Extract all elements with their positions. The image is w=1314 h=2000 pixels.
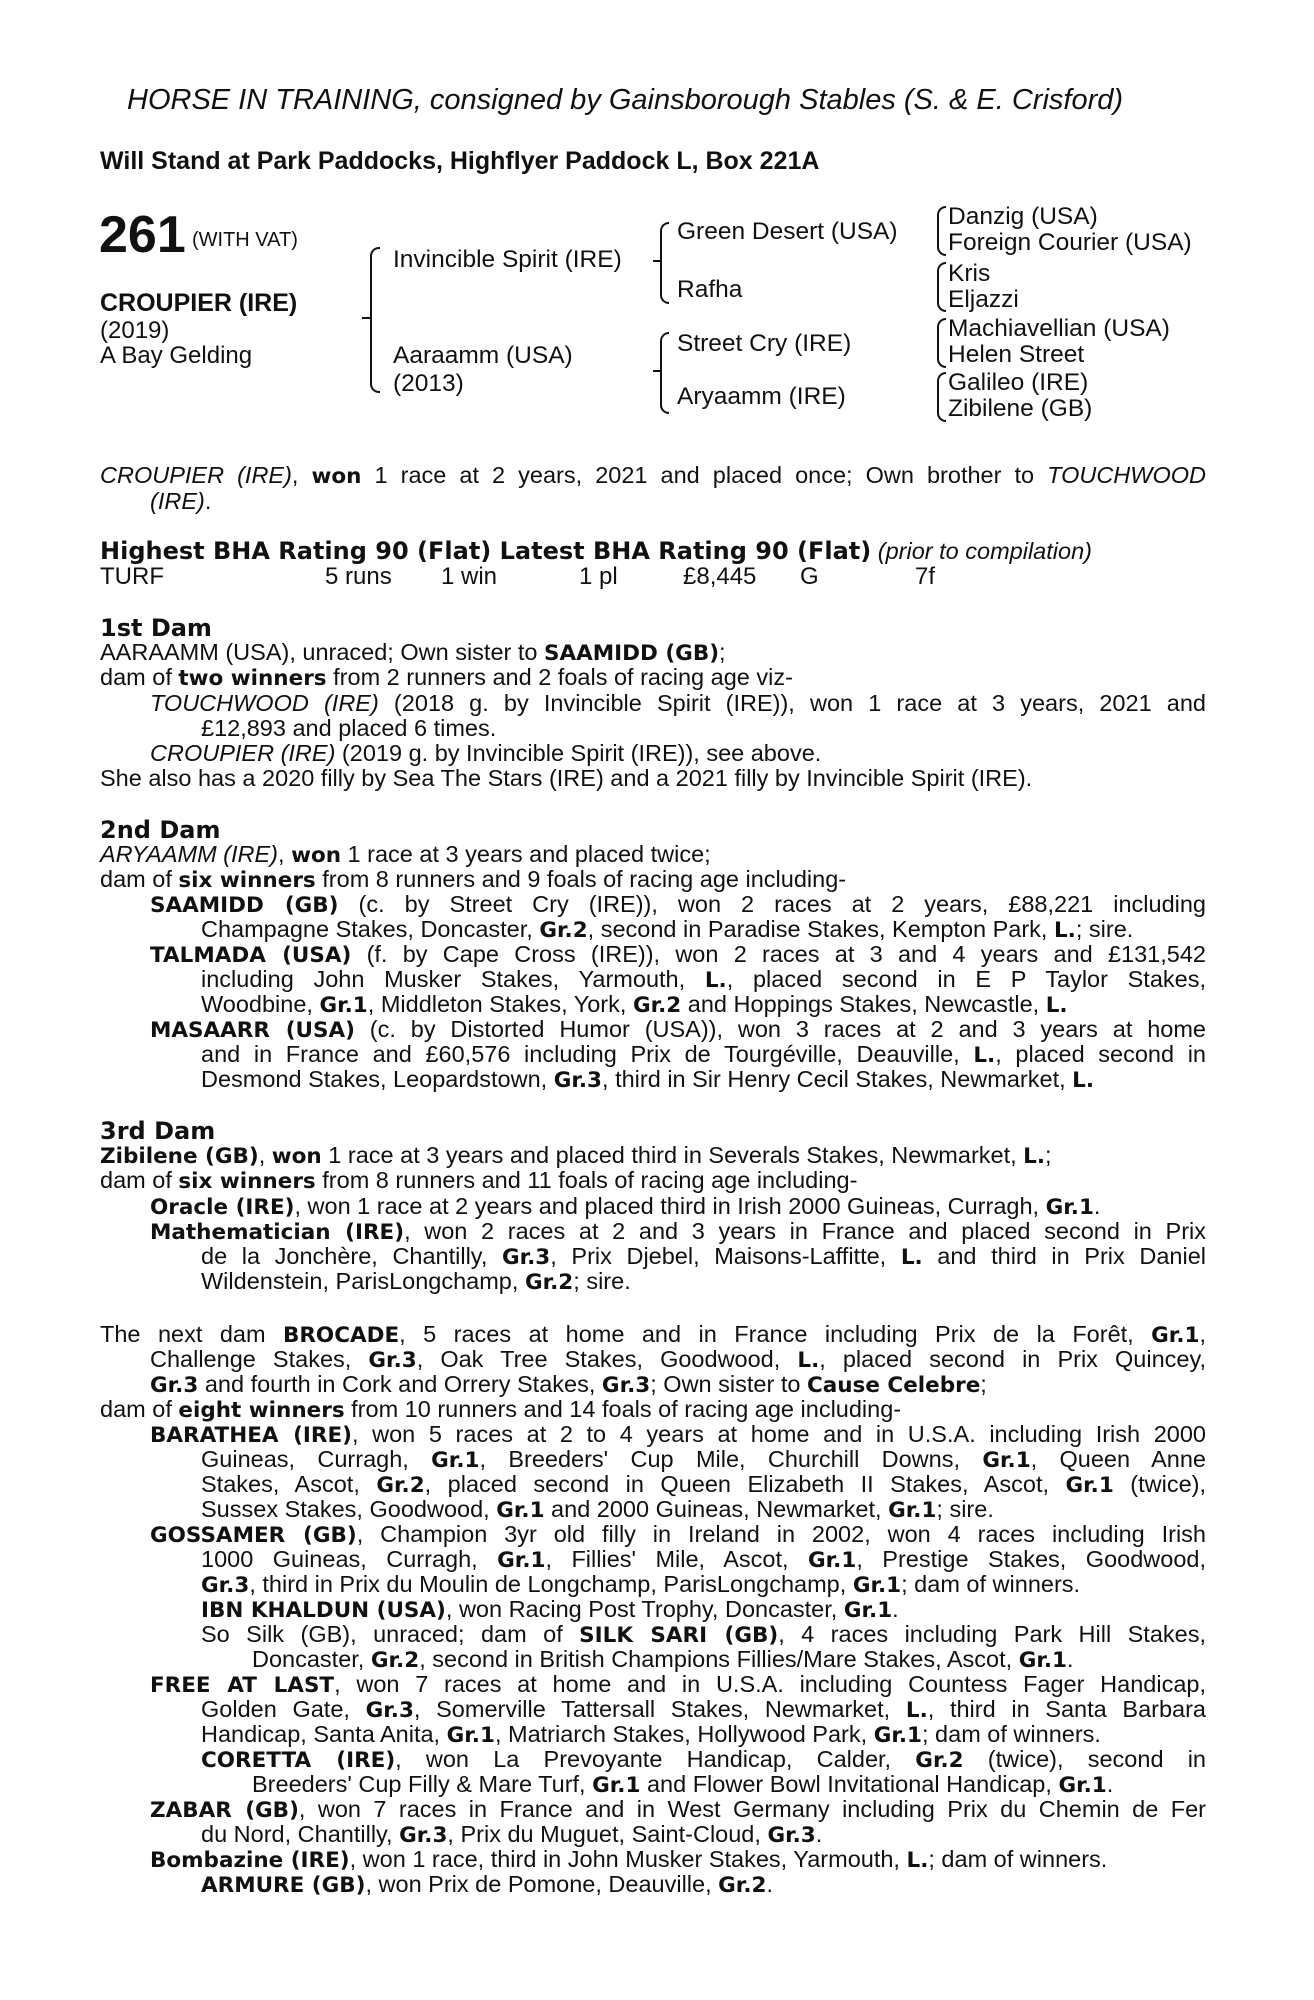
section-heading: 2nd Dam	[100, 816, 221, 844]
dam-line: SAAMIDD (GB) (c. by Street Cry (IRE)), won 2 races at 2 years, £88,221 including	[150, 891, 1206, 918]
race-summary-cont: (IRE).	[150, 488, 212, 514]
dam-line: She also has a 2020 filly by Sea The Stars (IRE) and a 2021 filly by Invincible Spirit (IRE).	[100, 765, 1033, 791]
dam-line: Gr.3 and fourth in Cork and Orrery Stakes, Gr.3; Own sister to Cause Celebre;	[150, 1371, 987, 1398]
lot-number: 261	[99, 206, 186, 264]
record-wins: 1 win	[441, 563, 498, 590]
dam-dam: Aryaamm (IRE)	[677, 383, 846, 410]
sire: Invincible Spirit (IRE)	[393, 246, 622, 273]
grandsire-7: Galileo (IRE)	[948, 369, 1089, 396]
dam-line: and in France and £60,576 including Prix de Tourgéville, Deauville, L., placed second in	[201, 1041, 1207, 1068]
dam-line: Breeders' Cup Filly & Mare Turf, Gr.1 and Flower Bowl Invitational Handicap, Gr.1.	[252, 1771, 1114, 1798]
dam-line: 1000 Guineas, Curragh, Gr.1, Fillies' Mile, Ascot, Gr.1, Prestige Stakes, Goodwood,	[201, 1546, 1206, 1573]
bha-rating: Highest BHA Rating 90 (Flat) Latest BHA Rating 90 (Flat) (prior to compilation)	[100, 537, 1092, 565]
record-going: G	[800, 563, 819, 590]
dam-line: ZABAR (GB), won 7 races in France and in West Germany including Prix du Chemin de Fer	[150, 1796, 1206, 1823]
dam-line: ARYAAMM (IRE), won 1 race at 3 years and placed twice;	[100, 841, 711, 868]
dam-line: Handicap, Santa Anita, Gr.1, Matriarch Stakes, Hollywood Park, Gr.1; dam of winners.	[201, 1721, 1101, 1748]
record-distance: 7f	[915, 563, 936, 590]
dam-line: dam of six winners from 8 runners and 11 foals of racing age including-	[100, 1167, 858, 1194]
section-heading: 1st Dam	[100, 614, 212, 642]
stand-location: Will Stand at Park Paddocks, Highflyer Paddock L, Box 221A	[100, 147, 820, 175]
grandsire-1: Danzig (USA)	[948, 203, 1098, 230]
grandsire-3: Kris	[948, 260, 991, 287]
horse-year: (2019)	[100, 317, 170, 344]
dam-line: TALMADA (USA) (f. by Cape Cross (IRE)), won 2 races at 3 and 4 years and £131,542	[150, 941, 1206, 968]
pedigree-brace-tip	[362, 317, 371, 319]
dam-line: FREE AT LAST, won 7 races at home and in U.S.A. including Countess Fager Handicap,	[150, 1671, 1206, 1698]
pedigree-brace	[660, 222, 669, 304]
horse-name: CROUPIER (IRE)	[100, 289, 298, 317]
dam-line: Stakes, Ascot, Gr.2, placed second in Queen Elizabeth II Stakes, Ascot, Gr.1 (twice),	[201, 1471, 1207, 1498]
dam-line: dam of six winners from 8 runners and 9 foals of racing age including-	[100, 866, 847, 893]
dam-line: Desmond Stakes, Leopardstown, Gr.3, third in Sir Henry Cecil Stakes, Newmarket, L.	[201, 1066, 1095, 1093]
dam-line: du Nord, Chantilly, Gr.3, Prix du Muguet, Saint-Cloud, Gr.3.	[201, 1821, 823, 1848]
dam-line: MASAARR (USA) (c. by Distorted Humor (USA)), won 3 races at 2 and 3 years at home	[150, 1016, 1206, 1043]
sire-dam: Rafha	[677, 276, 743, 303]
pedigree-brace	[937, 372, 946, 422]
dam-year: (2013)	[393, 370, 464, 397]
dam-line: IBN KHALDUN (USA), won Racing Post Trophy, Doncaster, Gr.1.	[201, 1596, 899, 1623]
record-prize: £8,445	[683, 563, 757, 590]
dam-line: Woodbine, Gr.1, Middleton Stakes, York, Gr.2 and Hoppings Stakes, Newcastle, L.	[201, 991, 1068, 1018]
dam-line: Challenge Stakes, Gr.3, Oak Tree Stakes, Goodwood, L., placed second in Prix Quincey,	[150, 1346, 1206, 1373]
dam-line: £12,893 and placed 6 times.	[201, 715, 497, 741]
grandsire-8: Zibilene (GB)	[948, 395, 1093, 422]
section-heading: 3rd Dam	[100, 1117, 216, 1145]
pedigree-brace	[660, 332, 669, 414]
dam-line: Guineas, Curragh, Gr.1, Breeders' Cup Mile, Churchill Downs, Gr.1, Queen Anne	[201, 1446, 1206, 1473]
horse-description: A Bay Gelding	[100, 342, 253, 369]
dam-line: de la Jonchère, Chantilly, Gr.3, Prix Djebel, Maisons-Laffitte, L. and third in Prix Daniel	[201, 1243, 1207, 1270]
dam-line: Champagne Stakes, Doncaster, Gr.2, second in Paradise Stakes, Kempton Park, L.; sire.	[201, 916, 1134, 943]
grandsire-5: Machiavellian (USA)	[948, 315, 1170, 342]
dam-line: Mathematician (IRE), won 2 races at 2 and 3 years in France and placed second in Prix	[150, 1218, 1207, 1245]
grandsire-4: Eljazzi	[948, 286, 1019, 313]
record-surface: TURF	[100, 563, 164, 590]
dam-line: AARAAMM (USA), unraced; Own sister to SAAMIDD (GB);	[100, 639, 726, 666]
grandsire-2: Foreign Courier (USA)	[948, 229, 1192, 256]
dam-line: Golden Gate, Gr.3, Somerville Tattersall Stakes, Newmarket, L., third in Santa Barbara	[201, 1696, 1206, 1723]
dam-line: GOSSAMER (GB), Champion 3yr old filly in Ireland in 2002, won 4 races including Irish	[150, 1521, 1206, 1548]
dam-line: CROUPIER (IRE) (2019 g. by Invincible Spirit (IRE)), see above.	[150, 740, 822, 766]
dam-line: Wildenstein, ParisLongchamp, Gr.2; sire.	[201, 1268, 631, 1295]
dam-line: including John Musker Stakes, Yarmouth, L., placed second in E P Taylor Stakes,	[201, 966, 1206, 993]
record-places: 1 pl	[579, 563, 618, 590]
page-title: HORSE IN TRAINING, consigned by Gainsborough Stables (S. & E. Crisford)	[127, 84, 1124, 116]
sire-sire: Green Desert (USA)	[677, 218, 898, 245]
dam-line: The next dam BROCADE, 5 races at home and in France including Prix de la Forêt, Gr.1,	[100, 1321, 1206, 1348]
dam-line: CORETTA (IRE), won La Prevoyante Handicap, Calder, Gr.2 (twice), second in	[201, 1746, 1206, 1773]
race-summary: CROUPIER (IRE), won 1 race at 2 years, 2021 and placed once; Own brother to TOUCHWOOD	[100, 462, 1206, 489]
pedigree-brace	[370, 247, 380, 393]
dam-line: TOUCHWOOD (IRE) (2018 g. by Invincible Spirit (IRE)), won 1 race at 3 years, 2021 and	[150, 690, 1206, 716]
pedigree-brace-tip	[653, 260, 662, 262]
dam-line: Bombazine (IRE), won 1 race, third in John Musker Stakes, Yarmouth, L.; dam of winners.	[150, 1846, 1108, 1873]
pedigree-brace-tip	[653, 370, 662, 372]
dam-line: dam of eight winners from 10 runners and 14 foals of racing age including-	[100, 1396, 902, 1423]
dam-line: Zibilene (GB), won 1 race at 3 years and placed third in Severals Stakes, Newmarket, L.;	[100, 1142, 1052, 1169]
dam-line: BARATHEA (IRE), won 5 races at 2 to 4 years at home and in U.S.A. including Irish 2000	[150, 1421, 1206, 1448]
pedigree-brace	[937, 262, 946, 312]
dam-line: Doncaster, Gr.2, second in British Champions Fillies/Mare Stakes, Ascot, Gr.1.	[252, 1646, 1074, 1673]
dam-line: dam of two winners from 2 runners and 2 foals of racing age viz-	[100, 664, 793, 691]
dam-line: ARMURE (GB), won Prix de Pomone, Deauville, Gr.2.	[201, 1871, 773, 1898]
dam: Aaraamm (USA)	[393, 342, 573, 369]
dam-sire: Street Cry (IRE)	[677, 330, 852, 357]
dam-line: So Silk (GB), unraced; dam of SILK SARI (GB), 4 races including Park Hill Stakes,	[201, 1621, 1206, 1648]
pedigree-brace	[937, 318, 946, 368]
dam-line: Oracle (IRE), won 1 race at 2 years and placed third in Irish 2000 Guineas, Curragh, Gr.1.	[150, 1193, 1101, 1220]
record-runs: 5 runs	[325, 563, 392, 590]
dam-line: Gr.3, third in Prix du Moulin de Longchamp, ParisLongchamp, Gr.1; dam of winners.	[201, 1571, 1081, 1598]
vat-note: (WITH VAT)	[192, 229, 298, 251]
dam-line: Sussex Stakes, Goodwood, Gr.1 and 2000 Guineas, Newmarket, Gr.1; sire.	[201, 1496, 994, 1523]
grandsire-6: Helen Street	[948, 341, 1085, 368]
pedigree-brace	[937, 206, 946, 256]
